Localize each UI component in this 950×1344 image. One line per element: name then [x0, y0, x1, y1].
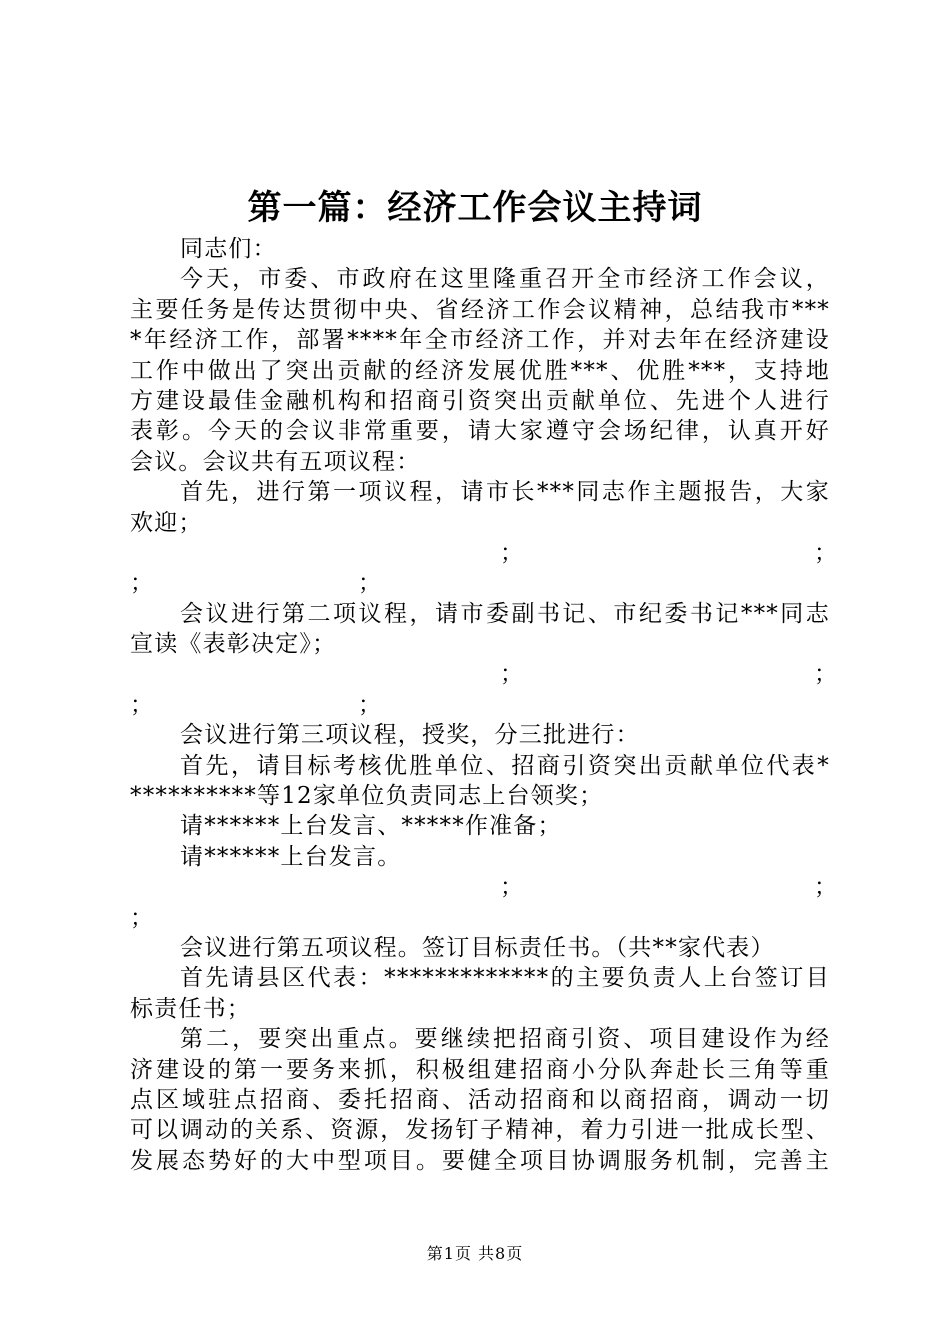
paragraph-line: 欢迎； — [130, 509, 203, 536]
paragraph-line: *年经济工作，部署****年全市经济工作，并对去年在经济建设 — [130, 327, 830, 354]
paragraph-line: 第二，要突出重点。要继续把招商引资、项目建设作为经 — [180, 1026, 830, 1053]
paragraph-line: 会议进行第三项议程，授奖，分三批进行： — [180, 722, 640, 749]
semicolon-mark: ； — [130, 691, 155, 718]
paragraph-line: 同志们： — [180, 236, 277, 262]
page-footer: 第1页 共8页 — [426, 1244, 524, 1263]
paragraph-line: 主要任务是传达贯彻中央、省经济工作会议精神，总结我市*** — [130, 296, 830, 323]
paragraph-line: 宣读《表彰决定》； — [130, 631, 337, 658]
semicolon-mark: ； — [500, 874, 525, 901]
semicolon-mark: ； — [130, 904, 155, 931]
paragraph-line: 首先请县区代表：*************的主要负责人上台签订目 — [180, 965, 830, 992]
semicolon-line — [130, 690, 830, 720]
paragraph-line: 首先，进行第一项议程，请市长***同志作主题报告，大家 — [180, 479, 830, 506]
paragraph-line: 今天，市委、市政府在这里隆重召开全市经济工作会议， — [180, 266, 830, 293]
semicolon-line — [130, 659, 839, 689]
paragraph-line: 可以调动的关系、资源，发扬钉子精神，着力引进一批成长型、 — [130, 1117, 830, 1144]
paragraph-line: 济建设的第一要务来抓，积极组建招商小分队奔赴长三角等重 — [130, 1056, 830, 1083]
semicolon-mark: ； — [500, 661, 525, 688]
semicolon-mark: ； — [130, 570, 155, 597]
paragraph-line: 首先，请目标考核优胜单位、招商引资突出贡献单位代表* — [180, 752, 830, 779]
document-body — [130, 234, 839, 1176]
semicolon-line — [130, 538, 839, 568]
paragraph-line: 请******上台发言。 — [180, 843, 402, 870]
semicolon-mark: ； — [358, 570, 383, 597]
semicolon-line — [130, 872, 839, 902]
paragraph-line: 发展态势好的大中型项目。要健全项目协调服务机制，完善主 — [130, 1147, 830, 1174]
paragraph-line: 标责任书； — [130, 995, 251, 1022]
paragraph-line: 会议。会议共有五项议程： — [130, 448, 421, 475]
paragraph-line: 工作中做出了突出贡献的经济发展优胜***、优胜***，支持地 — [130, 357, 830, 384]
semicolon-mark: ； — [814, 661, 839, 688]
semicolon-mark: ； — [358, 691, 383, 718]
paragraph-line: 表彰。今天的会议非常重要，请大家遵守会场纪律，认真开好 — [130, 418, 830, 445]
paragraph-line: 请******上台发言、*****作准备； — [180, 813, 562, 840]
document-title: 第一篇：经济工作会议主持词 — [247, 188, 703, 228]
semicolon-mark: ； — [500, 539, 525, 566]
paragraph-line: **********等12家单位负责同志上台领奖； — [130, 783, 604, 810]
paragraph-line: 点区域驻点招商、委托招商、活动招商和以商招商，调动一切 — [130, 1086, 830, 1113]
paragraph-line: 方建设最佳金融机构和招商引资突出贡献单位、先进个人进行 — [130, 387, 830, 414]
semicolon-line — [130, 903, 830, 933]
paragraph-line: 会议进行第五项议程。签订目标责任书。（共**家代表） — [180, 934, 775, 961]
paragraph-line: 会议进行第二项议程，请市委副书记、市纪委书记***同志 — [180, 600, 830, 627]
semicolon-mark: ； — [814, 874, 839, 901]
semicolon-mark: ； — [814, 539, 839, 566]
semicolon-line — [130, 568, 830, 598]
